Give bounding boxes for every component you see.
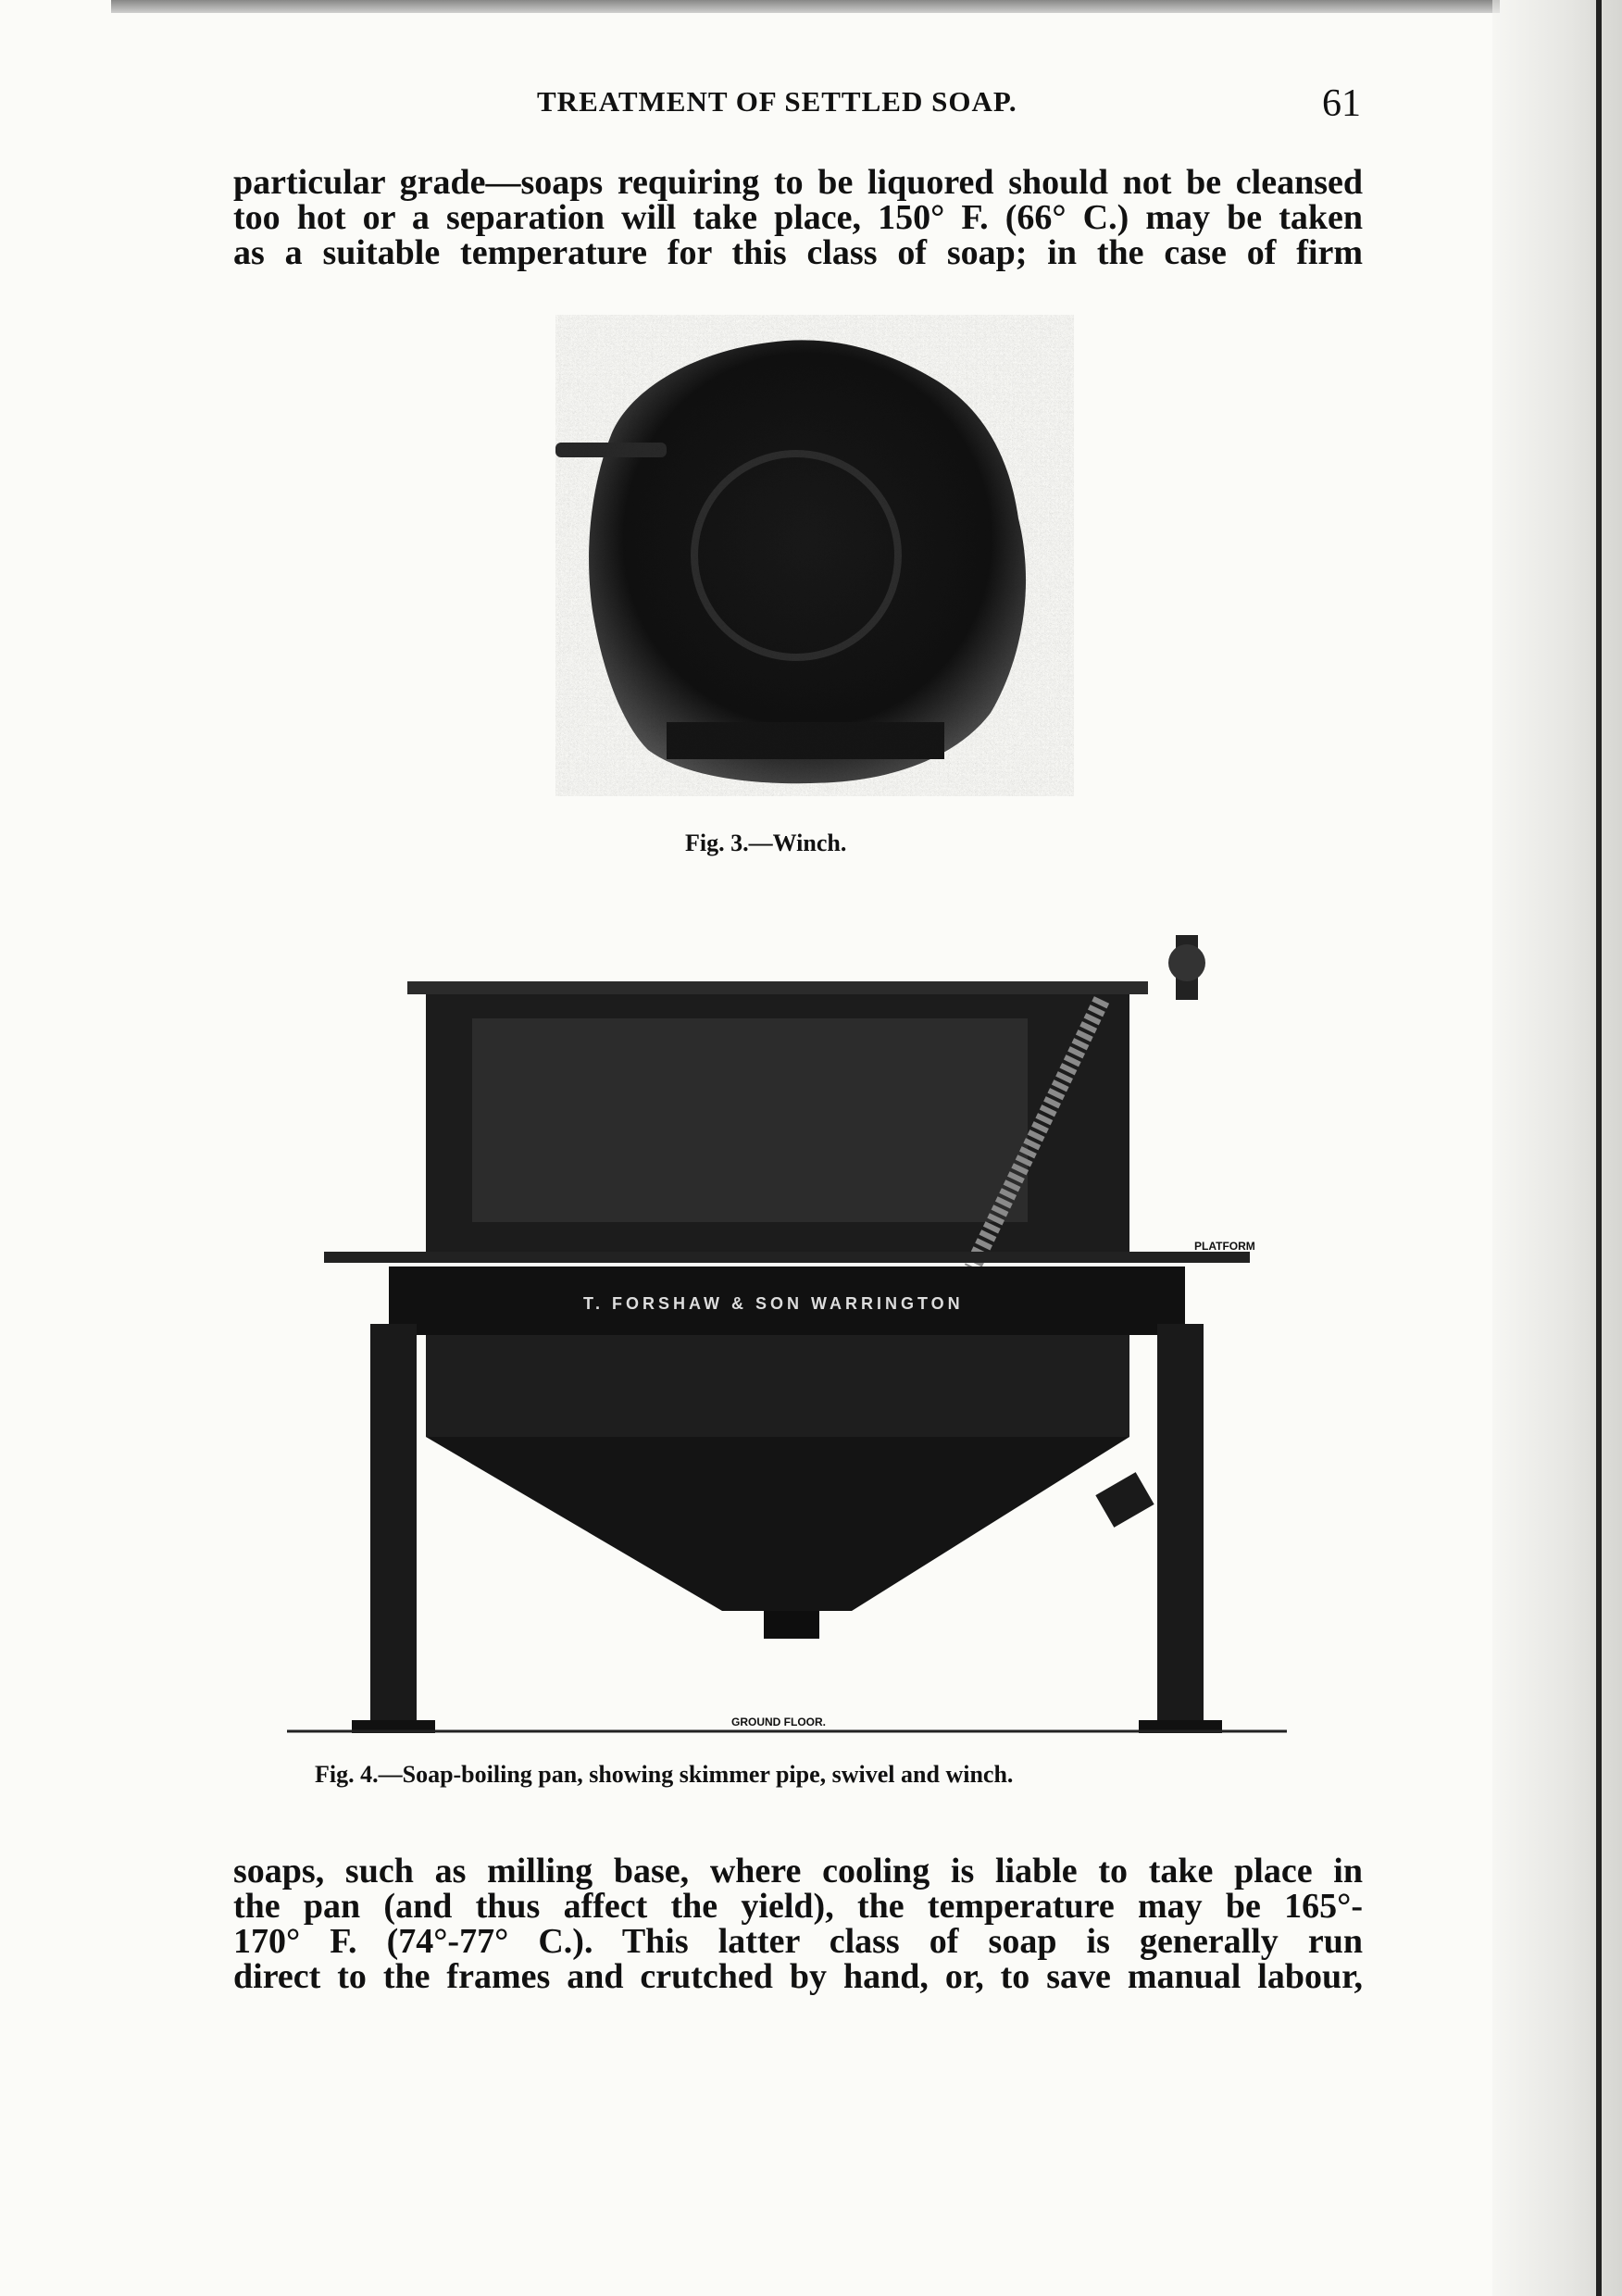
swivel-wheel [1168, 944, 1205, 981]
figure-4-caption: Fig. 4.—Soap-boiling pan, showing skimmer pipe, swivel and winch. [315, 1761, 1014, 1788]
left-leg [370, 1324, 417, 1731]
scan-shadow-right [1492, 0, 1622, 2296]
text-line: the pan (and thus affect the yield), the temperature may be 165°- [233, 1887, 1363, 1926]
right-leg [1157, 1324, 1204, 1731]
paragraph-top [233, 165, 1363, 270]
text-line: 170° F. (74°-77° C.). This latter class of soap is generally run [233, 1922, 1363, 1961]
ground-floor-label: GROUND FLOOR. [731, 1716, 826, 1728]
platform-label: PLATFORM [1194, 1240, 1255, 1253]
side-outlet [1095, 1472, 1154, 1528]
text-line: as a suitable temperature for this class of soap; in the case of firm [233, 233, 1363, 272]
print-grain [555, 315, 1074, 796]
text-line: particular grade—soaps requiring to be liquored should not be cleansed [233, 163, 1363, 202]
platform [324, 1252, 1250, 1263]
figure-3-caption: Fig. 3.—Winch. [685, 830, 847, 856]
pan-rim [407, 981, 1148, 994]
page-gutter-line [1596, 0, 1602, 2296]
page-number: 61 [1322, 82, 1361, 125]
soap-pan-figure [287, 917, 1296, 1750]
pan-cone [426, 1437, 1129, 1611]
text-line: direct to the frames and crutched by hand, or, to save manual labour, [233, 1957, 1363, 1996]
pan-outlet [764, 1611, 819, 1639]
text-line: too hot or a separation will take place, 150° F. (66° C.) may be taken [233, 198, 1363, 237]
winch-figure [555, 315, 1074, 796]
running-head: TREATMENT OF SETTLED SOAP. [537, 85, 1017, 118]
page-header [231, 82, 1361, 141]
pan-upper-texture [472, 1018, 1028, 1222]
text-line: soaps, such as milling base, where cooling is liable to take place in [233, 1852, 1363, 1890]
paragraph-bottom [233, 1853, 1363, 1994]
maker-label: T. FORSHAW & SON WARRINGTON [583, 1294, 964, 1313]
scan-shadow-top [111, 0, 1500, 13]
pan-lower-body [426, 1335, 1129, 1437]
